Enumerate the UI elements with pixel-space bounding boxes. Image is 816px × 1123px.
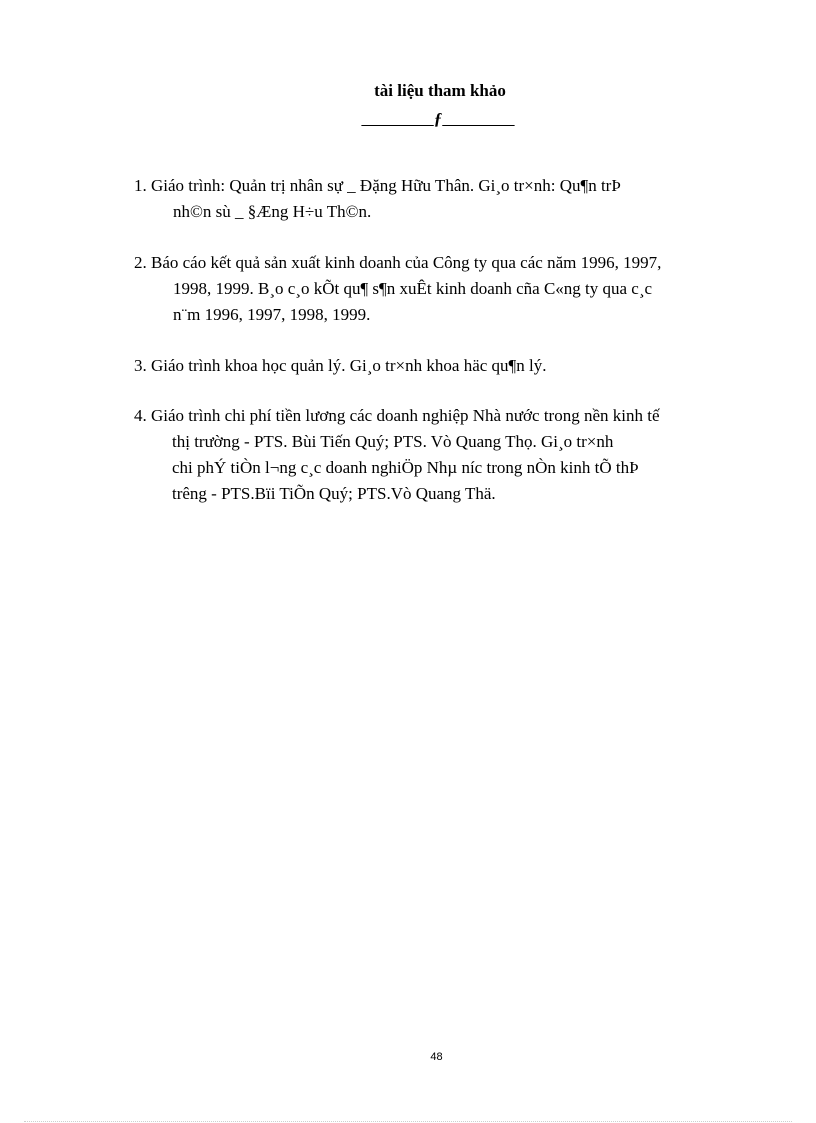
reference-line: nh©n sù _ §Æng H÷u Th©n. (173, 202, 372, 221)
title-rule-left: ________ (361, 109, 434, 128)
reference-item-4 (134, 403, 740, 507)
page-title: tài liệu tham khảo (374, 81, 506, 100)
reference-item-2 (134, 250, 740, 328)
title-rule-right: ________ (442, 109, 515, 128)
page-bottom-divider (24, 1121, 792, 1122)
reference-item-3 (134, 353, 740, 379)
reference-item-1 (134, 173, 740, 225)
reference-line: 3. Giáo trình khoa học quản lý. Gi¸o tr×nh khoa häc qu¶n lý. (134, 356, 547, 375)
reference-list (134, 173, 740, 507)
reference-line: 1998, 1999. B¸o c¸o kÕt qu¶ s¶n xuÊt kinh doanh cña C«ng ty qua c¸c (173, 279, 653, 298)
title-underline-rule (0, 108, 816, 130)
reference-line: n¨m 1996, 1997, 1998, 1999. (173, 305, 371, 324)
reference-line: thị trường - PTS. Bùi Tiến Quý; PTS. Vò Quang Thọ. Gi¸o tr×nh (172, 432, 614, 451)
title-rule-glyph: ƒ (433, 109, 443, 128)
page-number: 48 (430, 1051, 443, 1063)
reference-line: 2. Báo cáo kết quả sản xuất kinh doanh của Công ty qua các năm 1996, 1997, (134, 253, 662, 272)
reference-line: chi phÝ tiÒn l¬ng c¸c doanh nghiÖp Nhµ níc trong nÒn kinh tÕ thÞ (172, 458, 639, 477)
reference-line: trêng - PTS.Bïi TiÕn Quý; PTS.Vò Quang Thä. (172, 484, 496, 503)
reference-line: 4. Giáo trình chi phí tiền lương các doanh nghiệp Nhà nước trong nền kinh tế (134, 406, 660, 425)
reference-line: 1. Giáo trình: Quản trị nhân sự _ Đặng Hữu Thân. Gi¸o tr×nh: Qu¶n trÞ (134, 176, 621, 195)
